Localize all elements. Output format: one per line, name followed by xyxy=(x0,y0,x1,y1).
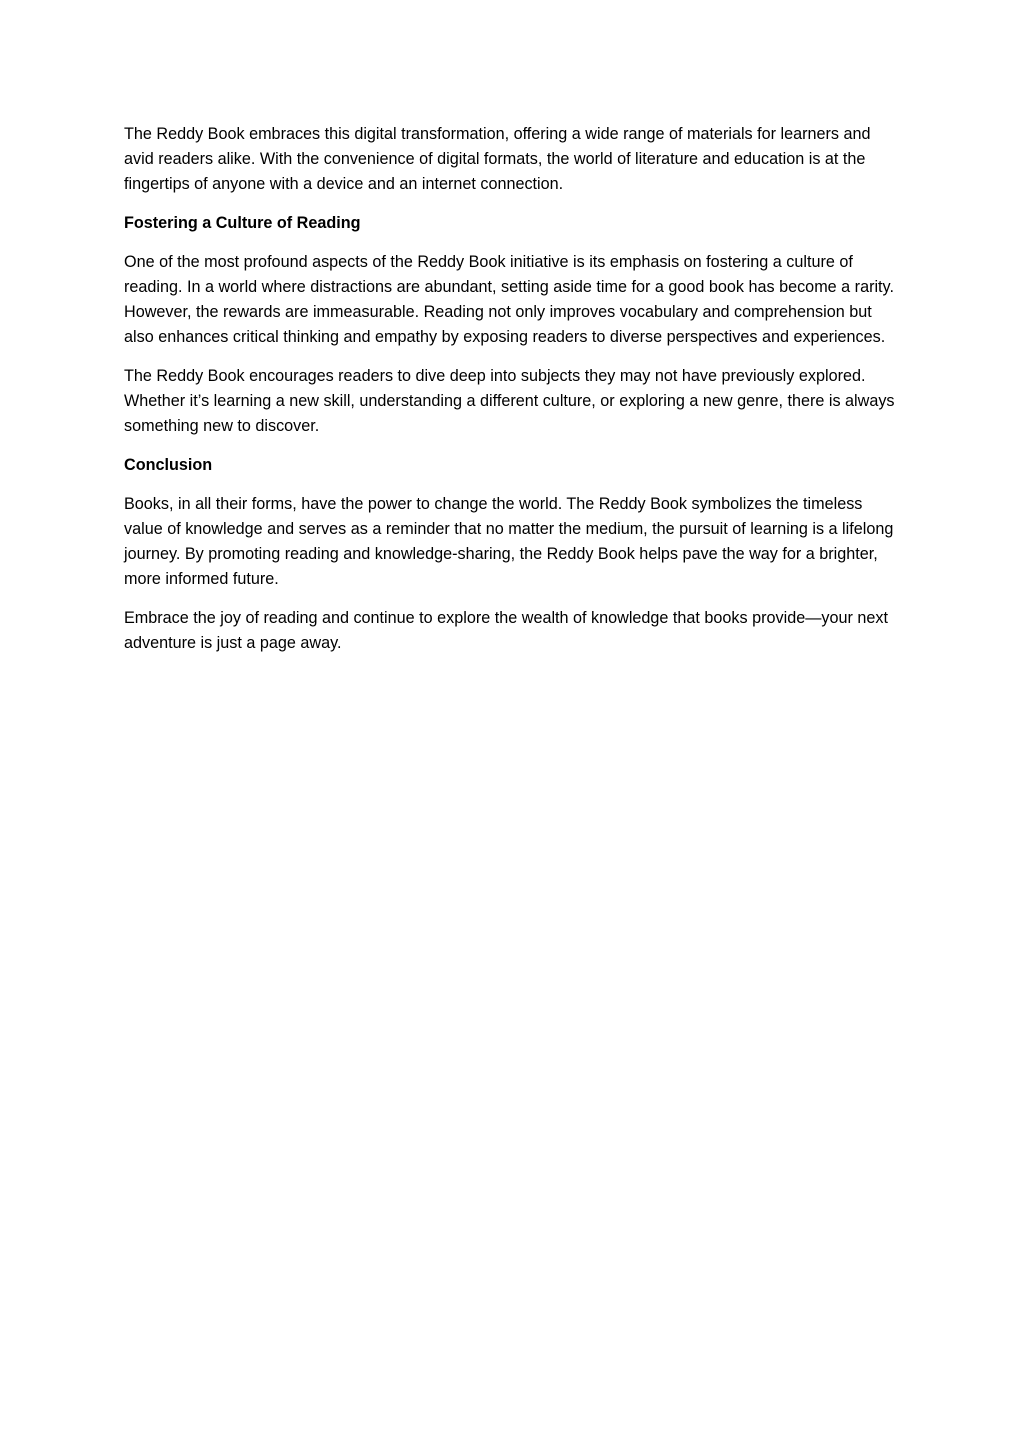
section-heading-fostering-reading: Fostering a Culture of Reading xyxy=(124,214,361,232)
paragraph-dive-deep: The Reddy Book encourages readers to dive deep into subjects they may not have previously explored. Whether it’s learning a new skill, understanding a different culture, or exploring a new genre, there is always something new to discover. xyxy=(124,367,895,435)
document-body xyxy=(124,122,902,670)
paragraph-conclusion: Books, in all their forms, have the power to change the world. The Reddy Book symbolizes the timeless value of knowledge and serves as a reminder that no matter the medium, the pursuit of learning is a lifelong journey. By promoting reading and knowledge-sharing, the Reddy Book helps pave the way for a brighter, more informed future. xyxy=(124,495,894,588)
paragraph-closing: Embrace the joy of reading and continue to explore the wealth of knowledge that books provide—your next adventure is just a page away. xyxy=(124,609,888,652)
section-heading-conclusion: Conclusion xyxy=(124,456,213,474)
paragraph-digital-transformation: The Reddy Book embraces this digital transformation, offering a wide range of materials for learners and avid readers alike. With the convenience of digital formats, the world of literature and education is at the fingertips of anyone with a device and an internet connection. xyxy=(124,125,871,193)
paragraph-culture-of-reading: One of the most profound aspects of the Reddy Book initiative is its emphasis on fostering a culture of reading. In a world where distractions are abundant, setting aside time for a good book has become a rarity. However, the rewards are immeasurable. Reading not only improves vocabulary and comprehension but also enhances critical thinking and empathy by exposing readers to diverse perspectives and experiences. xyxy=(124,253,894,346)
